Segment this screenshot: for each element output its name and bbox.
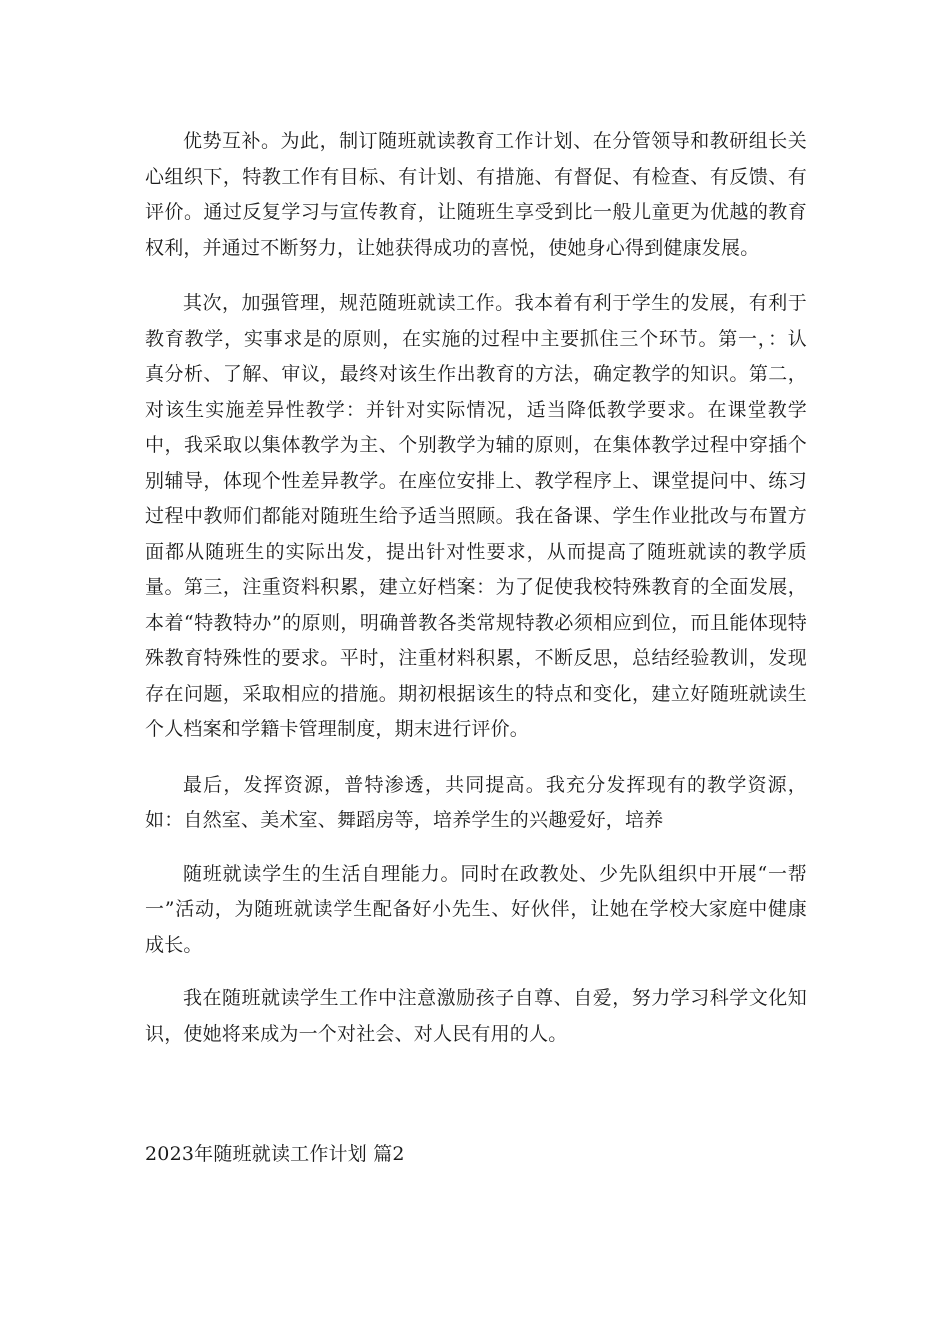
paragraph-self-care: 随班就读学生的生活自理能力。同时在政教处、少先队组织中开展“一帮一”活动，为随班就读学生配备好小先生、好伙伴，让她在学校大家庭中健康成长。 xyxy=(145,862,807,956)
section-heading: 2023年随班就读工作计划 篇2 xyxy=(145,1143,405,1165)
paragraph-encouragement: 我在随班就读学生工作中注意激励孩子自尊、自爱，努力学习科学文化知识，使她将来成为一个对社会、对人民有用的人。 xyxy=(145,987,807,1045)
paragraph-advantages: 优势互补。为此，制订随班就读教育工作计划、在分管领导和教研组长关心组织下，特教工作有目标、有计划、有措施、有督促、有检查、有反馈、有评价。通过反复学习与宣传教育，让随班生享受到比一般儿童更为优越的教育权利，并通过不断努力，让她获得成功的喜悦，使她身心得到健康发展。 xyxy=(145,130,807,259)
document-body xyxy=(145,124,807,1173)
paragraph-management: 其次，加强管理，规范随班就读工作。我本着有利于学生的发展，有利于教育教学，实事求是的原则，在实施的过程中主要抓住三个环节。第一，：认真分析、了解、审议，最终对该生作出教育的方法，确定教学的知识。第二，对该生实施差异性教学：并针对实际情况，适当降低教学要求。在课堂教学中，我采取以集体教学为主、个别教学为辅的原则，在集体教学过程中穿插个别辅导，体现个性差异教学。在座位安排上、教学程序上、课堂提问中、练习过程中教师们都能对随班生给予适当照顾。我在备课、学生作业批改与布置方面都从随班生的实际出发，提出针对性要求，从而提高了随班就读的教学质量。第三，注重资料积累，建立好档案：为了促使我校特殊教育的全面发展，本着“特教特办”的原则，明确普教各类常规特教必须相应到位，而且能体现特殊教育特殊性的要求。平时，注重材料积累，不断反思，总结经验教训，发现存在问题，采取相应的措施。期初根据该生的特点和变化，建立好随班就读生个人档案和学籍卡管理制度，期末进行评价。 xyxy=(145,292,807,740)
paragraph-resources: 最后，发挥资源，普特渗透，共同提高。我充分发挥现有的教学资源，如：自然室、美术室、舞蹈房等，培养学生的兴趣爱好，培养 xyxy=(145,773,807,831)
